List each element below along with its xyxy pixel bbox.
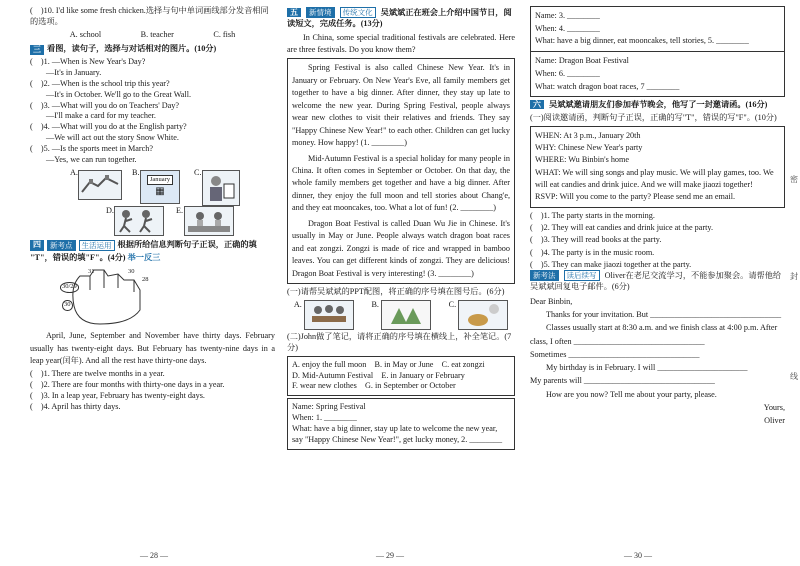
dialog-q[interactable]: ( )3. —What will you do on Teachers' Day?	[30, 100, 179, 110]
tag-new-scene: 新情境	[306, 7, 335, 18]
q10-options	[30, 28, 275, 43]
teacher-card-icon	[204, 172, 238, 204]
invite-why: WHY: Chinese New Year's party	[535, 143, 643, 153]
great-wall-icon	[80, 172, 120, 198]
page-29	[287, 6, 515, 450]
section-3-pictures	[30, 168, 275, 238]
pic-label-c: C.	[194, 167, 202, 177]
dialog-a: —Yes, we can run together.	[46, 154, 137, 164]
calendar-icon: ▦	[155, 186, 165, 198]
email-reply	[530, 295, 785, 428]
letter-line: How are you now? Tell me about your party, please.	[546, 389, 717, 399]
pic-option-c[interactable]	[449, 300, 509, 330]
q10: ( )10. I'd like some fresh chicken.选择与句中单词画线部分发音相同的选项。	[30, 6, 269, 26]
pic-label: B.	[371, 300, 379, 310]
section-number: 六	[530, 100, 544, 109]
invite-what: WHAT: We will sing songs and play music. We will play games, too. We will eat candies and drink juice. And we will make jiaozi together!	[535, 167, 774, 190]
tf-item[interactable]: ( )4. April has thirty days.	[30, 401, 121, 411]
note-name: Name: Dragon Boat Festival	[535, 56, 629, 66]
zongzi-picture	[381, 300, 431, 330]
invitation-box	[530, 126, 785, 208]
pic-option-b[interactable]	[371, 300, 431, 330]
mid-autumn-paragraph: Mid-Autumn Festival is a special holiday for many people in China. It often comes in September or October. On that day, the whole family members get together and have a big dinner. After dinner, they enjoy the full moon and tell stories about Chang'e, and they eat mooncakes, too. What a lot of fun! (2. ________)	[292, 153, 510, 213]
dialog-q[interactable]: ( )1. —When is New Year's Day?	[30, 57, 146, 67]
festival-passage-box	[287, 58, 515, 284]
section-title: 根据所给信息判断句子正误，正确的填	[117, 240, 257, 250]
invite-where: WHERE: Wu Binbin's home	[535, 155, 630, 165]
section-title: 吴斌斌邀请朋友们参加春节晚会，他写了一封邀请函。(16分)	[549, 100, 768, 110]
pic-label-a: A.	[70, 167, 78, 177]
seal-mark: 密	[790, 175, 798, 184]
options-box	[287, 356, 515, 396]
letter-line[interactable]: Thanks for your invitation. But ________________________________	[546, 310, 782, 320]
mooncake-icon	[460, 302, 506, 328]
hand-knuckle-figure	[30, 266, 275, 328]
tf-list	[530, 210, 785, 271]
pic-label-e: E.	[176, 205, 184, 215]
task-2-instruction: (二)John做了笔记，请将正确的序号填在横线上，补全笔记。(7分)	[287, 332, 512, 352]
task-1-pictures	[287, 300, 515, 330]
seal-mark: 封	[790, 272, 798, 281]
picture-c	[202, 170, 240, 206]
pic-label-b: B.	[132, 167, 140, 177]
page-28	[30, 6, 275, 413]
family-dinner-picture	[304, 300, 354, 330]
tag-new: 新考点	[47, 240, 76, 252]
knuckle-label: 30	[128, 268, 135, 276]
picture-d	[114, 206, 164, 236]
pic-label-d: D.	[106, 205, 114, 215]
letter-greeting: Dear Binbin,	[530, 296, 573, 306]
note-name: Name: Spring Festival	[292, 402, 366, 412]
knuckle-label: 30	[62, 300, 73, 311]
zongzi-icon	[383, 302, 429, 328]
months-passage: April, June, September and November have thirty days. February usually has twenty-eight days. But February has twenty-nine days in a leap year(闰年). And all the rest have thirty-one days.	[30, 331, 275, 365]
calendar-month: January	[147, 175, 173, 186]
running-kids-icon	[116, 208, 162, 234]
page-number: — 30 —	[624, 551, 652, 561]
page-number: — 29 —	[376, 551, 404, 561]
option-line: F. wear new clothes G. in September or October	[292, 381, 456, 391]
page-number: — 28 —	[140, 551, 168, 561]
intro-paragraph: In China, some special traditional festivals are celebrated. Here are three festivals. Do you know them?	[287, 32, 515, 54]
knuckle-label: 31	[88, 268, 95, 276]
mooncake-picture	[458, 300, 508, 330]
page-30	[530, 6, 785, 428]
note-name[interactable]: Name: 3. ________	[535, 11, 600, 20]
dialog-a: —I'll make a card for my teacher.	[46, 111, 156, 121]
note-box-1	[287, 398, 515, 449]
section-number: 三	[30, 45, 44, 56]
note-what[interactable]: What: watch dragon boat races, 7 ________	[535, 81, 680, 91]
invite-when: WHEN: At 3 p.m., January 20th	[535, 130, 641, 140]
note-when[interactable]: When: 4. ________	[535, 23, 600, 33]
knuckle-label: 28	[142, 276, 149, 284]
section-number: 四	[30, 240, 44, 251]
note-when[interactable]: When: 6. ________	[535, 68, 600, 78]
knuckle-label: 30/29	[60, 282, 79, 293]
section-3-header	[30, 44, 275, 55]
section-4-header	[30, 240, 275, 252]
task-2-instruction: Oliver在老尼交流学习，不能参加聚会。请帮他给吴斌斌回复电子邮件。(6分)	[530, 271, 782, 291]
tag-life: 生活运用	[79, 240, 115, 252]
letter-line[interactable]: My birthday is in February. I will ______________________	[546, 363, 748, 373]
option-line: A. enjoy the full moon B. in May or June C. eat zongzi	[292, 359, 485, 369]
picture-a	[78, 170, 122, 200]
dialog-q[interactable]: ( )2. —When is the school trip this year?	[30, 78, 170, 88]
tf-item[interactable]: ( )1. The party starts in the morning.	[530, 210, 655, 220]
dialog-a: —It's in January.	[46, 68, 102, 78]
pic-label: A.	[293, 300, 302, 310]
letter-closing: Yours,	[763, 403, 785, 413]
note-what[interactable]: What: have a big dinner, stay up late to welcome the new year, say "Happy Chinese New Year!", get lucky money, 2. ________	[292, 423, 503, 444]
letter-line[interactable]: Classes usually start at 8:30 a.m. and we finish class at 4:00 p.m. After class, I often ________________________________	[530, 323, 778, 346]
tag-extend: 举一反三	[127, 253, 161, 263]
section-title: 吴斌斌正在班会上介绍中国节日，阅读短文，完成任务。(13分)	[287, 8, 512, 28]
dialog-a: —We will act out the story Snow White.	[46, 133, 179, 143]
dragon-boat-paragraph: Dragon Boat Festival is called Duan Wu Jie in Chinese. It's usually in May or June. People always watch dragon boat races and eat zongzi. Zongzi is made of rice and wrapped in bamboo leaves. You can get different kinds of zongzi. They are delicious! Dragon Boat Festival is very interesting! (3. ________)	[292, 218, 510, 278]
section-3-items	[30, 57, 275, 165]
tag-new-method: 新考法	[530, 270, 559, 281]
section-number: 五	[287, 8, 301, 17]
section-title-cont: "T"，错误的填"F"。(4分)	[30, 253, 126, 263]
q10-option-a[interactable]: A. school	[69, 29, 102, 39]
tf-item[interactable]: ( )3. In a leap year, February has twenty-eight days.	[30, 390, 205, 400]
dialog-q[interactable]: ( )4. —What will you do at the English party?	[30, 122, 187, 132]
dialog-q[interactable]: ( )5. —Is the sports meet in March?	[30, 143, 154, 153]
pic-option-a[interactable]	[294, 300, 354, 330]
task-2-header	[530, 271, 785, 293]
hand-icon	[60, 266, 150, 326]
tf-item[interactable]: ( )1. There are twelve months in a year.	[30, 369, 165, 379]
tf-item[interactable]: ( )3. They will read books at the party.	[530, 235, 662, 245]
note-when[interactable]: When: 1. ________	[292, 413, 357, 423]
q10-option-c[interactable]: C. fish	[213, 29, 236, 39]
tag-culture: 传统文化	[340, 7, 376, 18]
tf-list	[30, 369, 275, 412]
invite-rsvp: RSVP: Will you come to the party? Please send me an email.	[535, 192, 736, 202]
dialog-a: —It's in October. We'll go to the Great Wall.	[46, 89, 192, 99]
task-1-instruction: (一)请帮吴斌斌的PPT配图，将正确的序号填在图号后。(6分)	[287, 287, 505, 297]
stage-play-icon	[186, 208, 232, 234]
note-what[interactable]: What: have a big dinner, eat mooncakes, tell stories, 5. ________	[535, 36, 749, 46]
section-4-title-line2	[30, 253, 275, 264]
seal-mark: 线	[790, 372, 798, 381]
pic-label: C.	[448, 300, 457, 310]
tf-item[interactable]: ( )2. There are four months with thirty-one days in a year.	[30, 380, 225, 390]
note-box-3	[530, 52, 785, 97]
spring-festival-paragraph: Spring Festival is also called Chinese New Year. It's in January or February. On New Year's Eve, all family members get together to have a big dinner. After dinner, they stay up late to welcome the new year. During Spring Festival, people always wear new clothes to visit their relatives and friends. They say "Happy Chinese New Year!" to each other. Children can get lucky money. How happy! (1. ________)	[292, 63, 510, 148]
q10-option-b[interactable]: B. teacher	[140, 29, 174, 39]
tf-item[interactable]: ( )2. They will eat candies and drink juice at the party.	[530, 222, 714, 232]
family-dinner-icon	[306, 302, 352, 328]
option-line: D. Mid-Autumn Festival E. in January or February	[292, 370, 465, 380]
letter-line[interactable]: Sometimes ________________________________	[530, 349, 700, 359]
note-box-2	[530, 6, 785, 52]
section-5-header	[287, 8, 515, 30]
tf-item[interactable]: ( )5. They can make jiaozi together at the party.	[530, 259, 692, 269]
section-6-header	[530, 100, 785, 111]
section-title: 看图，读句子，选择与对话相对的图片。(10分)	[47, 44, 217, 54]
tag-continuation: 读后续写	[564, 270, 600, 281]
letter-line[interactable]: My parents will ________________________________	[530, 376, 715, 386]
picture-b	[140, 170, 180, 204]
letter-signature: Oliver	[764, 416, 785, 426]
tf-item[interactable]: ( )4. The party is in the music room.	[530, 247, 655, 257]
task-1-instruction: (一)阅读邀请函，判断句子正误，正确的写"T"，错误的写"F"。(10分)	[530, 113, 777, 123]
picture-e	[184, 206, 234, 236]
